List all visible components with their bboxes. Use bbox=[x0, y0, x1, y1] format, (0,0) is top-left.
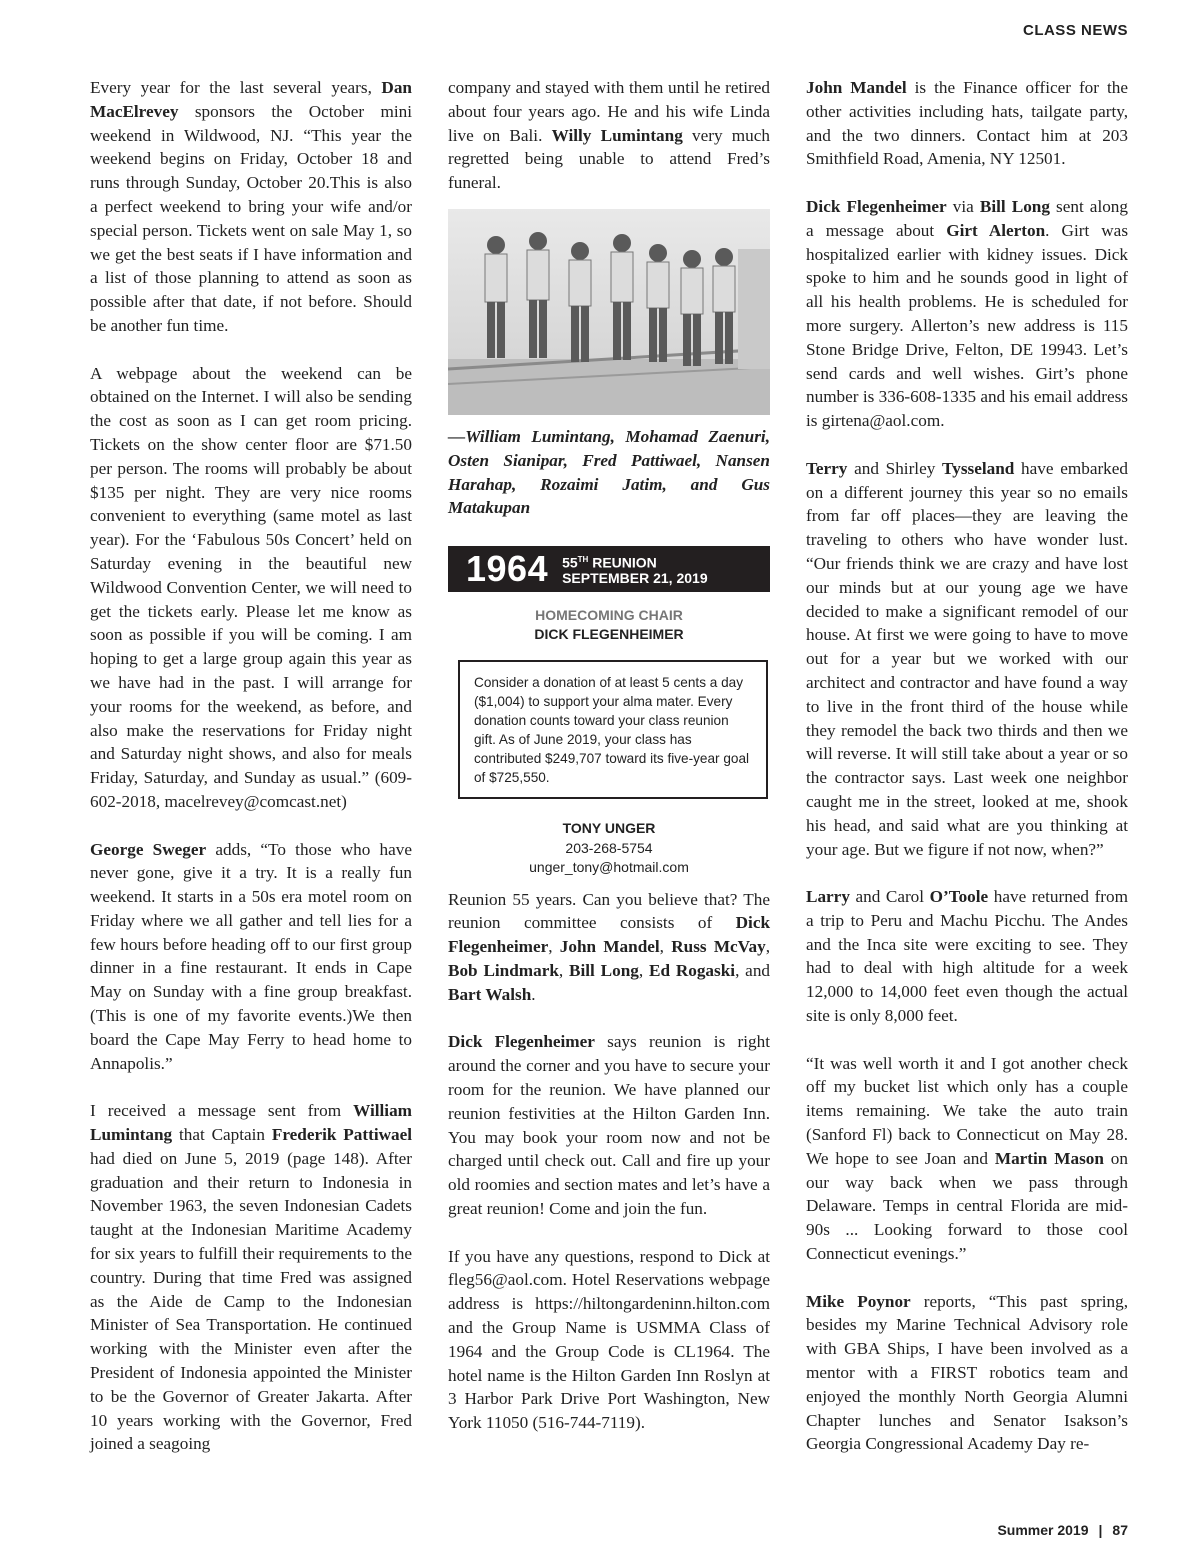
homecoming-chair-name: DICK FLEGENHEIMER bbox=[534, 626, 684, 643]
reunion-banner bbox=[448, 546, 770, 592]
paragraph-mandel: John Mandel is the Finance officer for the other activities including hats, tailgate party, and the two dinners. Contact him at 203 Smithfield Road, Amenia, NY 12501. bbox=[806, 78, 1128, 169]
class-year: 1964 bbox=[466, 548, 549, 590]
issue-label: Summer 2019 bbox=[997, 1522, 1089, 1538]
contact-phone: 203-268-5754 bbox=[565, 839, 653, 856]
photo-caption: —William Lumintang, Mohamad Zaenuri, Osten Sianipar, Fred Pattiwael, Nansen Harahap, Rozaimi Jatim, and Gus Matakupan bbox=[448, 426, 770, 518]
paragraph-poynor: Mike Poynor reports, “This past spring, besides my Marine Technical Advisory role with GBA Ships, I have been involved as a mentor with a FIRST robotics team and enjoyed the monthly North Georgia Alumni Chapter lunches and Senator Isakson’s Georgia Congressional Academy Day re- bbox=[806, 1291, 1128, 1454]
class-contact bbox=[448, 819, 770, 878]
paragraph-webpage: A webpage about the weekend can be obtained on the Internet. I will also be sending the cost as soon as I can get room pricing. Tickets on the show center floor are $71.50 per person. The rooms will probably be about $135 per night. They are very nice rooms convenient to everything (same motel as last year). For the ‘Fabulous 50s Concert’ held on Saturday evening in the beautiful new Wildwood Convention Center, we will need to get the tickets early. Please let me know as soon as possible if you will be coming. I am hoping to get a large group again this year as we have had in the past. I will arrange for your rooms for the weekend, as before, and also make the reservations for Friday night and Saturday night shows, and also for meals Friday, Saturday, and Sunday as usual.” (609-602-2018, macelrevey@comcast.net) bbox=[90, 363, 412, 811]
paragraph-alerton: Dick Flegenheimer via Bill Long sent along a message about Girt Alerton. Girt was hospitalized earlier with kidney issues. Dick spoke to him and he sounds good in light of all his health problems. He is scheduled for more surgery. Allerton’s new address is 115 Stone Bridge Drive, Felton, DE 19943. Let’s send cards and well wishes. Girt’s phone number is 336-608-1335 and his email address is girtena@aol.com. bbox=[806, 196, 1129, 431]
paragraph-macelrevey: Every year for the last several years, Dan MacElrevey sponsors the October mini weekend in Wildwood, NJ. “This year the weekend begins on Friday, October 18 and runs through Sunday, October 20.This is also a perfect weekend to bring your wife and/or special person. Tickets went on sale May 1, so we get the best seats if I have information and a list of those planning to attend as soon as possible after that date, if not before. Should be another fun time. bbox=[90, 78, 412, 335]
homecoming-chair-label: HOMECOMING CHAIR bbox=[535, 607, 683, 624]
paragraph-pattiwael: I received a message sent from William Lumintang that Captain Frederik Pattiwael had died on June 5, 2019 (page 148). After graduation and their return to Indonesia in November 1963, the seven Indonesian Cadets taught at the Indonesian Maritime Academy for six years to fulfill their requirements to the country. During that time Fred was assigned as the Aide de Camp to the Indonesian Minister of Sea Transportation. He continued working with the Minister even after the President of Indonesia appointed the Minister to be the Governor of Greater Jakarta. After 10 years working with the Governor, Fred joined a seagoing bbox=[90, 1101, 413, 1454]
column-1 bbox=[90, 76, 412, 1480]
column-2 bbox=[448, 76, 770, 1459]
page-number: 87 bbox=[1112, 1522, 1128, 1538]
paragraph-lumintang: company and stayed with them until he retired about four years ago. He and his wife Linda live on Bali. Willy Lumintang very much regretted being unable to attend Fred’s funeral. bbox=[448, 78, 770, 193]
paragraph-bucket-list: “It was well worth it and I got another check off my bucket list which only has a couple items remaining. We take the auto train (Sanford Fl) back to Connecticut on May 28. We hope to see Joan and Martin Mason on our way back when we pass through Delaware. Temps in central Florida are mid-90s ... Looking forward to those cool Connecticut evenings.” bbox=[806, 1053, 1128, 1264]
paragraph-otoole: Larry and Carol O’Toole have returned from a trip to Peru and Machu Picchu. The Andes and the Inca site were exciting to see. They had to deal with high altitude for a week 12,000 to 14,000 feet even though the actual site is only 8,000 feet. bbox=[806, 887, 1128, 1026]
column-3 bbox=[806, 76, 1128, 1480]
contact-name: TONY UNGER bbox=[562, 820, 656, 837]
paragraph-hotel: If you have any questions, respond to Dick at fleg56@aol.com. Hotel Reservations webpage address is https://hiltongardeninn.hilton.com and the Group Name is USMMA Class of 1964 and the Group Code is CL1964. The hotel name is the Hilton Garden Inn Roslyn at 3 Harbor Park Drive Port Washington, New York 11050 (516-744-7119). bbox=[448, 1246, 770, 1433]
paragraph-committee: Reunion 55 years. Can you believe that? The reunion committee consists of Dick Flegenheimer, John Mandel, Russ McVay, Bob Lindmark, Bill Long, Ed Rogaski, and Bart Walsh. bbox=[448, 889, 771, 1004]
reunion-info: 55TH REUNION SEPTEMBER 21, 2019 bbox=[562, 555, 708, 586]
page-footer bbox=[997, 1522, 1128, 1538]
group-photo bbox=[448, 209, 770, 415]
paragraph-flegenheimer: Dick Flegenheimer says reunion is right around the corner and you have to secure your room for the reunion. We have planned our reunion festivities at the Hilton Garden Inn. You may book your room now and not be charged until check out. Call and fire up your old roomies and section mates and let’s have a great reunion! Come and join the fun. bbox=[448, 1032, 770, 1219]
section-header: CLASS NEWS bbox=[1022, 22, 1128, 39]
paragraph-sweger: George Sweger adds, “To those who have never gone, give it a try. It is a really fun weekend. It starts in a 50s era motel room on Friday where we all gather and tell lies for a few hours before heading off to our first group dinner in a fine restaurant. It ends in Cape May on Sunday with a fine group breakfast. (This is one of my favorite events.)We then board the Cape May Ferry to head home to Annapolis.” bbox=[90, 839, 412, 1073]
footer-separator: | bbox=[1098, 1522, 1103, 1538]
paragraph-tysseland: Terry and Shirley Tysseland have embarked on a different journey this year so no emails from far off places—they are leaving the traveling to others who have wonder lust. “Our friends think we are crazy and have lost our minds but at our young age we have decided to make a significant remodel of our house. At first we were going to have to move out for a year but we worked with our architect and contractor and have found a way to live in the front third of the house while they remodel the back two thirds and then we will reverse. It will still take about a year or so the contractor says. Last week one neighbor caught me in the street, looked at me, shook his head, and said what are you thinking at your age. But we figure if not now, when?” bbox=[806, 458, 1128, 859]
contact-email[interactable]: unger_tony@hotmail.com bbox=[529, 859, 689, 876]
donation-box: Consider a donation of at least 5 cents a day ($1,004) to support your alma mater. Every donation counts toward your class reunion gift. As of June 2019, your class has contributed $249,707 toward its five-year goal of $725,550. bbox=[458, 660, 768, 799]
